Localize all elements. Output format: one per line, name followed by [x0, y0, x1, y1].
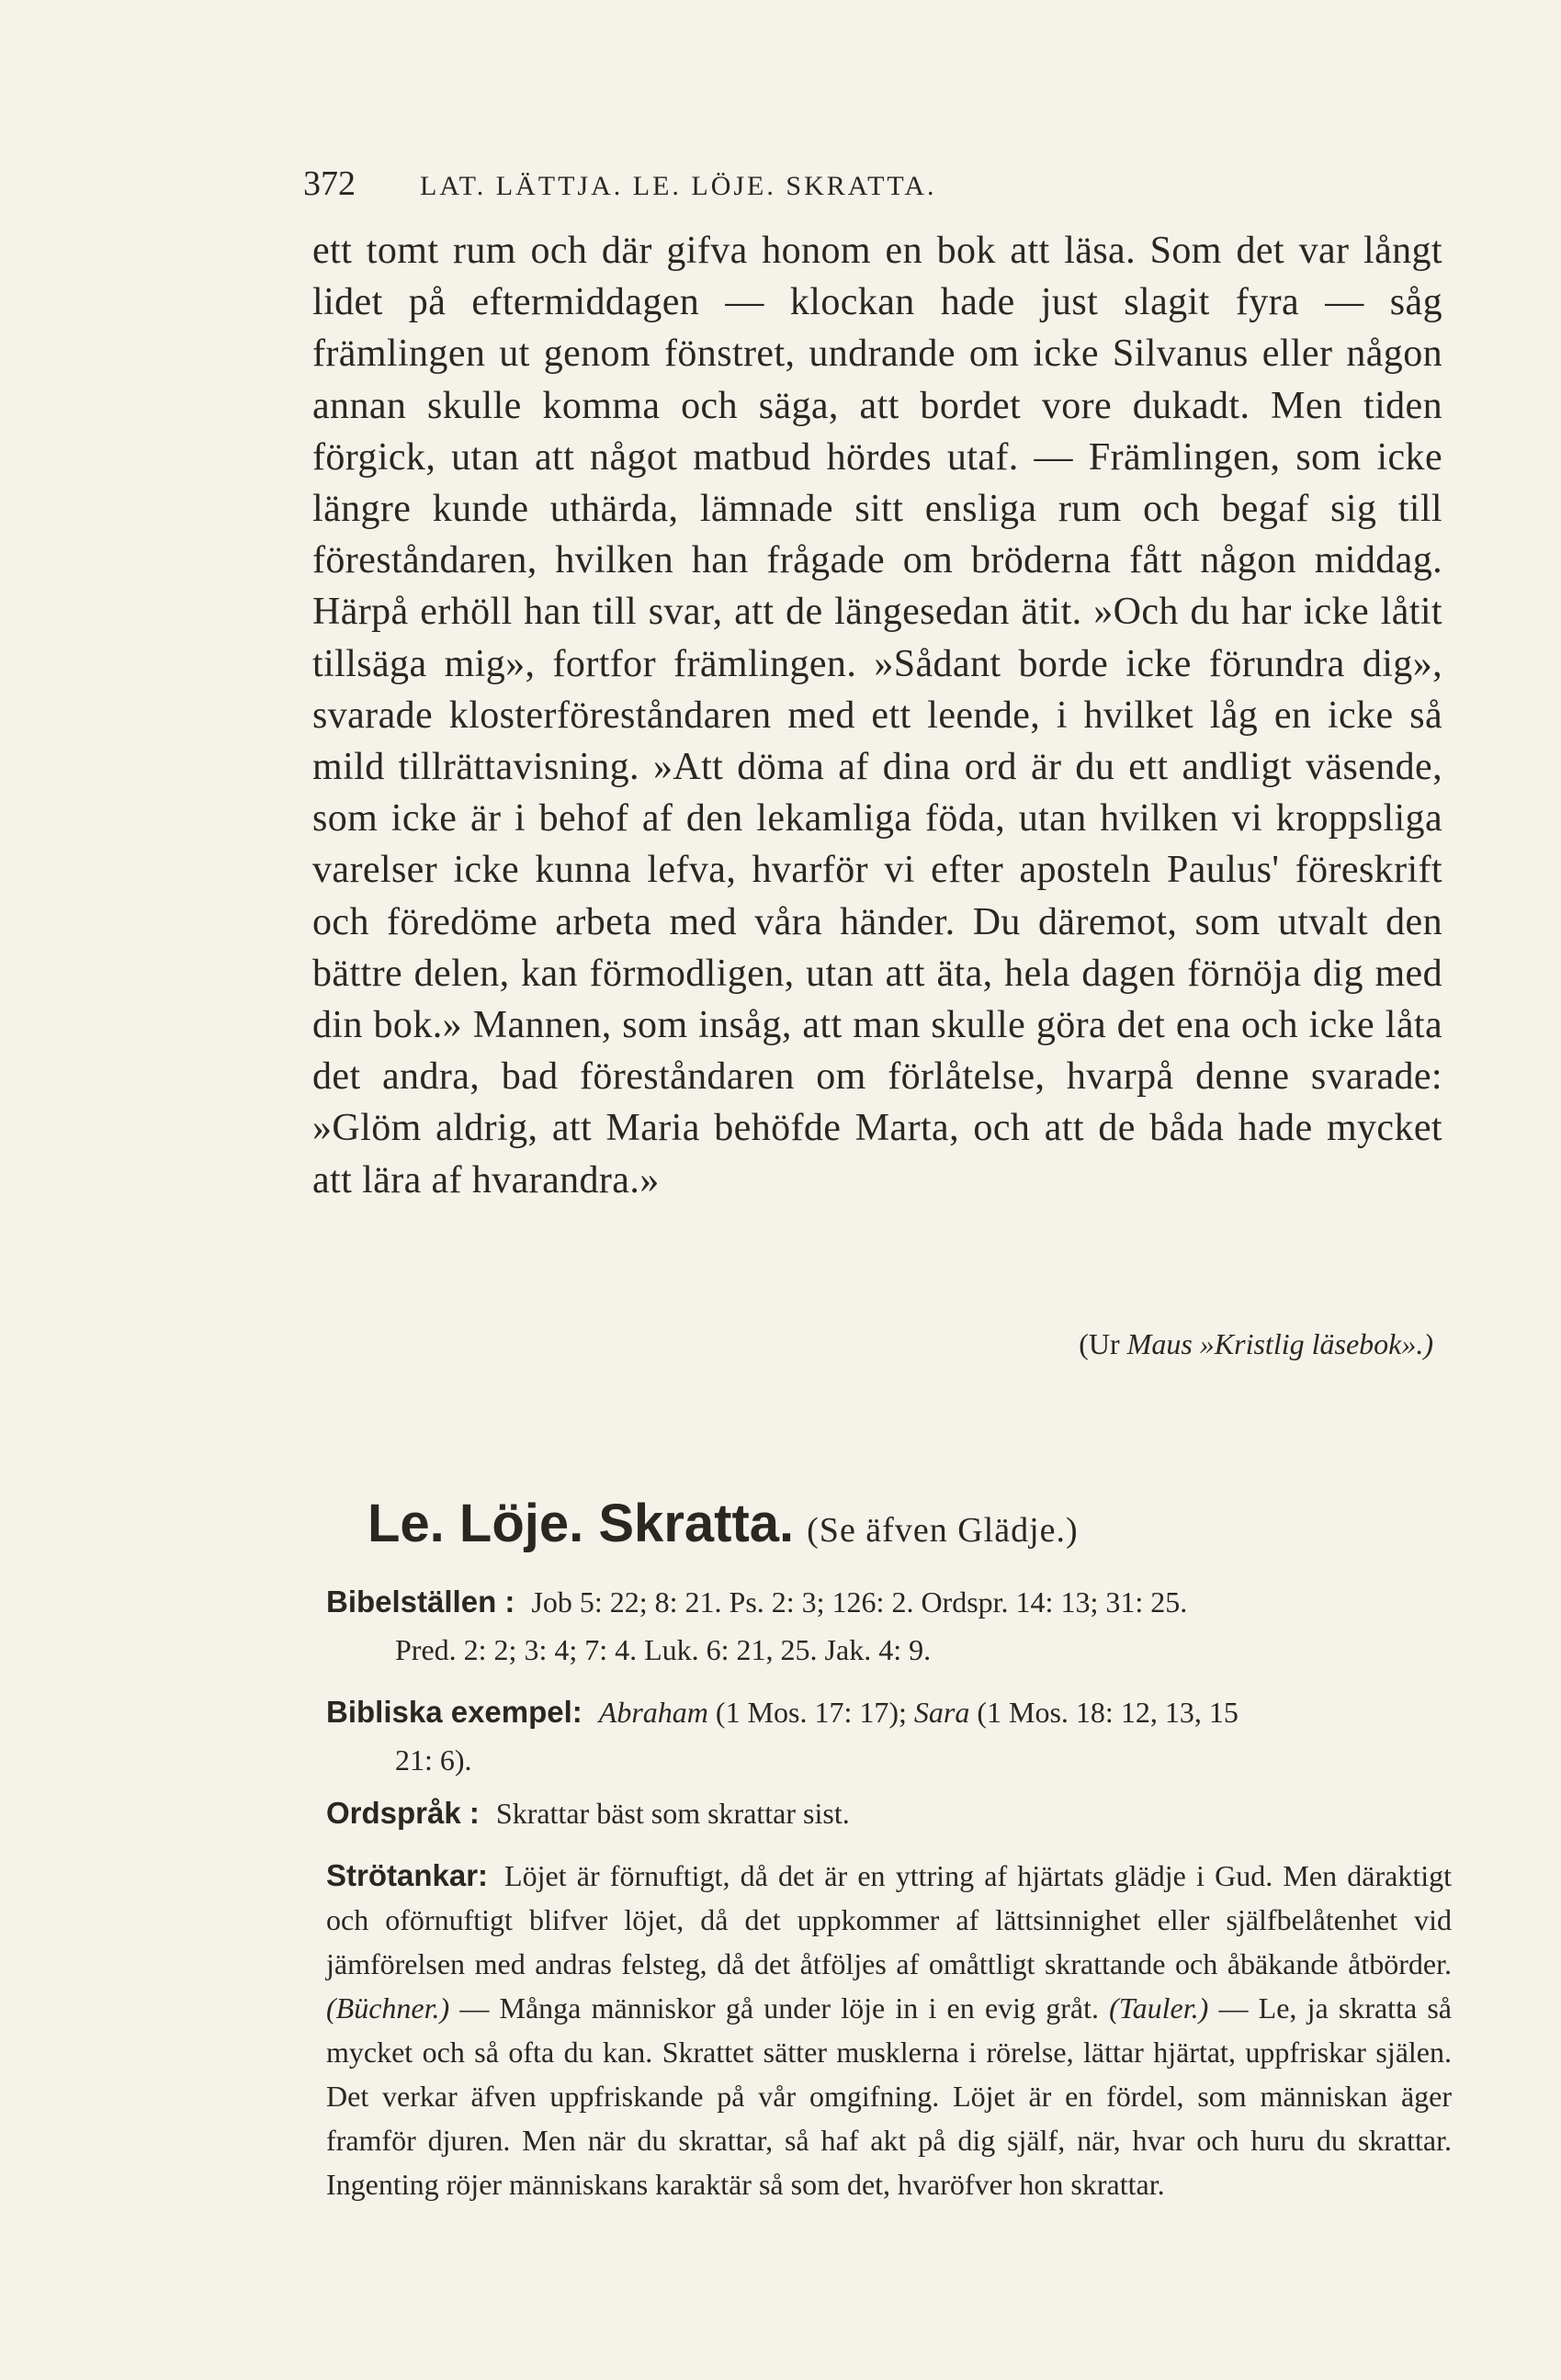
story-paragraph: ett tomt rum och där gifva honom en bok att läsa. Som det var långt lidet på eftermiddagen — klockan hade just slagit fyra — såg främlingen ut genom fönstret, undrande om icke Silvanus eller någon annan skulle komma och säga, att bordet vore dukadt. Men tiden förgick, utan att något matbud hördes utaf. — Främlingen, som icke längre kunde uthärda, lämnade sitt ensliga rum och begaf sig till föreståndaren, hvilken han frågade om bröderna fått någon middag. Härpå erhöll han till svar, att de längesedan ätit. »Och du har icke låtit tillsäga mig», fortfor främlingen. »Sådant borde icke förundra dig», svarade klosterföreståndaren med ett leende, i hvilket låg en icke så mild tillrättavisning. »Att döma af dina ord är du ett andligt väsende, som icke är i behof af den lekamliga föda, utan hvilken vi kroppsliga varelser icke kunna lefva, hvarför vi efter aposteln Paulus' föreskrift och föredöme arbeta med våra händer. Du däremot, som utvalt den bättre delen, kan förmodligen, utan att äta, hela dagen förnöja dig med din bok.» Mannen, som insåg, att man skulle göra det ena och icke låta det andra, bad föreståndaren om förlåtelse, hvarpå denne svarade: »Glöm aldrig, att Maria behöfde Marta, och att de båda hade mycket att lära af hvarandra.»	[312, 230, 1442, 1201]
entry-text-continued: Pred. 2: 2; 3: 4; 7: 4. Luk. 6: 21, 25. Jak. 4: 9.	[395, 1633, 932, 1666]
entry-label: Strötankar:	[326, 1858, 489, 1892]
entry-text: — Le, ja skratta så mycket och så ofta du kan. Skrattet sätter musklerna i rörelse, lättar hjärtat, uppfriskar själen. Det verkar äfven uppfriskande på vår omgifning. Löjet är en fördel, som människan äger framför djuren. Men när du skrattar, så haf akt på dig själf, när, hvar och huru du skrattar. Ingenting röjer människans karaktär så som det, hvaröfver hon skrattar.	[326, 1991, 1453, 2201]
source-prefix: (Ur	[1079, 1327, 1127, 1360]
page-number: 372	[303, 164, 356, 203]
entry-label: Ordspråk :	[326, 1796, 480, 1830]
source-citation	[919, 1327, 1433, 1361]
example-name: Sara	[913, 1696, 970, 1729]
section-heading	[368, 1493, 1470, 1554]
entry-text: — Många människor gå under löje in i en evig gråt.	[449, 1991, 1110, 2025]
entry-strotankar	[326, 1854, 1452, 2206]
entry-bibelstallen	[326, 1578, 1452, 1674]
running-title: LAT. LÄTTJA. LE. LÖJE. SKRATTA.	[420, 171, 937, 201]
citation: (Tauler.)	[1109, 1991, 1209, 2025]
entry-text: Löjet är förnuftigt, då det är en yttring af hjärtats glädje i Gud. Men däraktigt och oförnuftigt blifver löjet, då det uppkommer af lättsinnighet eller själfbelåtenhet vid jämförelsen med andras felsteg, då det åtföljes af omåttligt skrattande och åbäkande åtbörder.	[326, 1859, 1452, 1980]
example-name: Abraham	[598, 1696, 708, 1729]
entry-text-continued: 21: 6).	[395, 1743, 472, 1777]
entry-ordsprak	[326, 1789, 1452, 1837]
entry-label: Bibelställen :	[326, 1585, 515, 1619]
entry-bibliska-exempel	[326, 1688, 1452, 1784]
entry-text: Job 5: 22; 8: 21. Ps. 2: 3; 126: 2. Ordspr. 14: 13; 31: 25.	[531, 1585, 1188, 1619]
source-title: »Kristlig läsebok».)	[1199, 1327, 1433, 1360]
example-ref: (1 Mos. 17: 17);	[707, 1696, 914, 1729]
section-subtitle: (Se äfven Glädje.)	[807, 1511, 1079, 1550]
section-title: Le. Löje. Skratta.	[368, 1494, 795, 1553]
source-author: Maus	[1126, 1327, 1193, 1360]
example-ref: (1 Mos. 18: 12, 13, 15	[969, 1696, 1239, 1729]
entry-label: Bibliska exempel:	[326, 1695, 583, 1729]
page-header	[303, 164, 1479, 204]
body-text	[312, 225, 1442, 1206]
citation: (Büchner.)	[326, 1991, 450, 2025]
entry-text: Skrattar bäst som skrattar sist.	[495, 1797, 850, 1830]
